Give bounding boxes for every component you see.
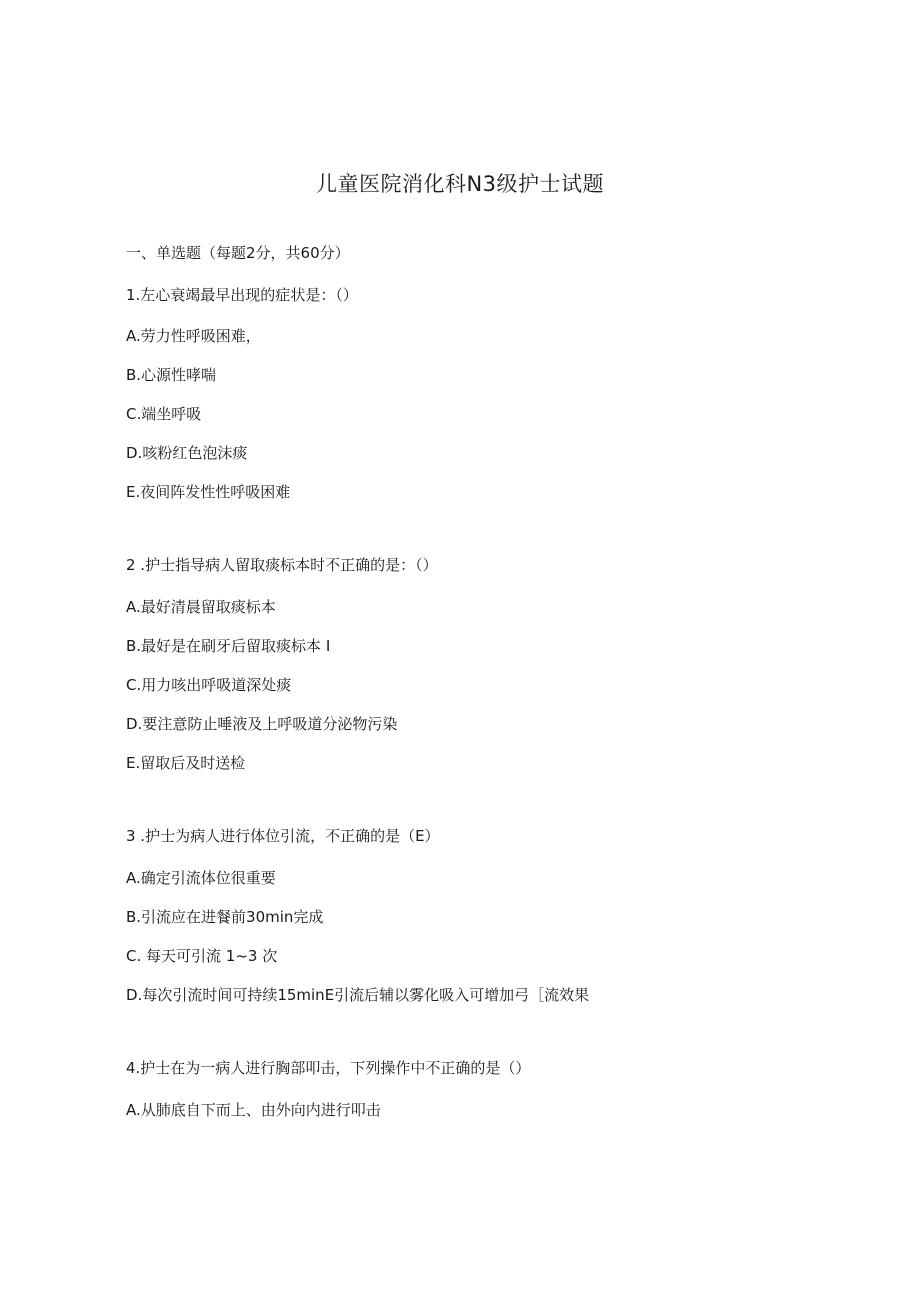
question-2-option-e: E.留取后及时送检 xyxy=(126,754,246,772)
question-1-option-b: B.心源性哮喘 xyxy=(126,366,217,384)
question-2-option-a: A.最好清晨留取痰标本 xyxy=(126,598,276,616)
question-4-stem: 4.护士在为一病人进行胸部叩击，下列操作中不正确的是（） xyxy=(126,1059,531,1077)
question-3-option-c: C. 每天可引流 1~3 次 xyxy=(126,947,278,965)
question-1-option-d: D.咳粉红色泡沫痰 xyxy=(126,444,248,462)
question-1-stem: 1.左心衰竭最早出现的症状是：（） xyxy=(126,286,358,304)
question-2-option-b: B.最好是在刷牙后留取痰标本 I xyxy=(126,637,331,655)
question-1-option-e: E.夜间阵发性性呼吸困难 xyxy=(126,483,291,501)
question-4-option-a: A.从肺底自下而上、由外向内进行叩击 xyxy=(126,1101,381,1119)
section-heading: 一、单选题（每题2分，共60分） xyxy=(126,244,350,262)
document-title: 儿童医院消化科N3级护士试题 xyxy=(315,172,605,196)
question-3-option-a: A.确定引流体位很重要 xyxy=(126,869,276,887)
question-1-option-a: A.劳力性呼吸困难， xyxy=(126,327,261,345)
question-2-option-d: D.要注意防止唾液及上呼吸道分泌物污染 xyxy=(126,715,398,733)
question-3-stem: 3 .护士为病人进行体位引流，不正确的是（E） xyxy=(126,827,440,845)
question-2-option-c: C.用力咳出呼吸道深处痰 xyxy=(126,676,292,694)
question-3-option-d: D.每次引流时间可持续15minE引流后辅以雾化吸入可增加弓［流效果 xyxy=(126,986,590,1004)
question-1-option-c: C.端坐呼吸 xyxy=(126,405,202,423)
question-2-stem: 2 .护士指导病人留取痰标本时不正确的是：（） xyxy=(126,556,438,574)
question-3-option-b: B.引流应在进餐前30min完成 xyxy=(126,908,324,926)
